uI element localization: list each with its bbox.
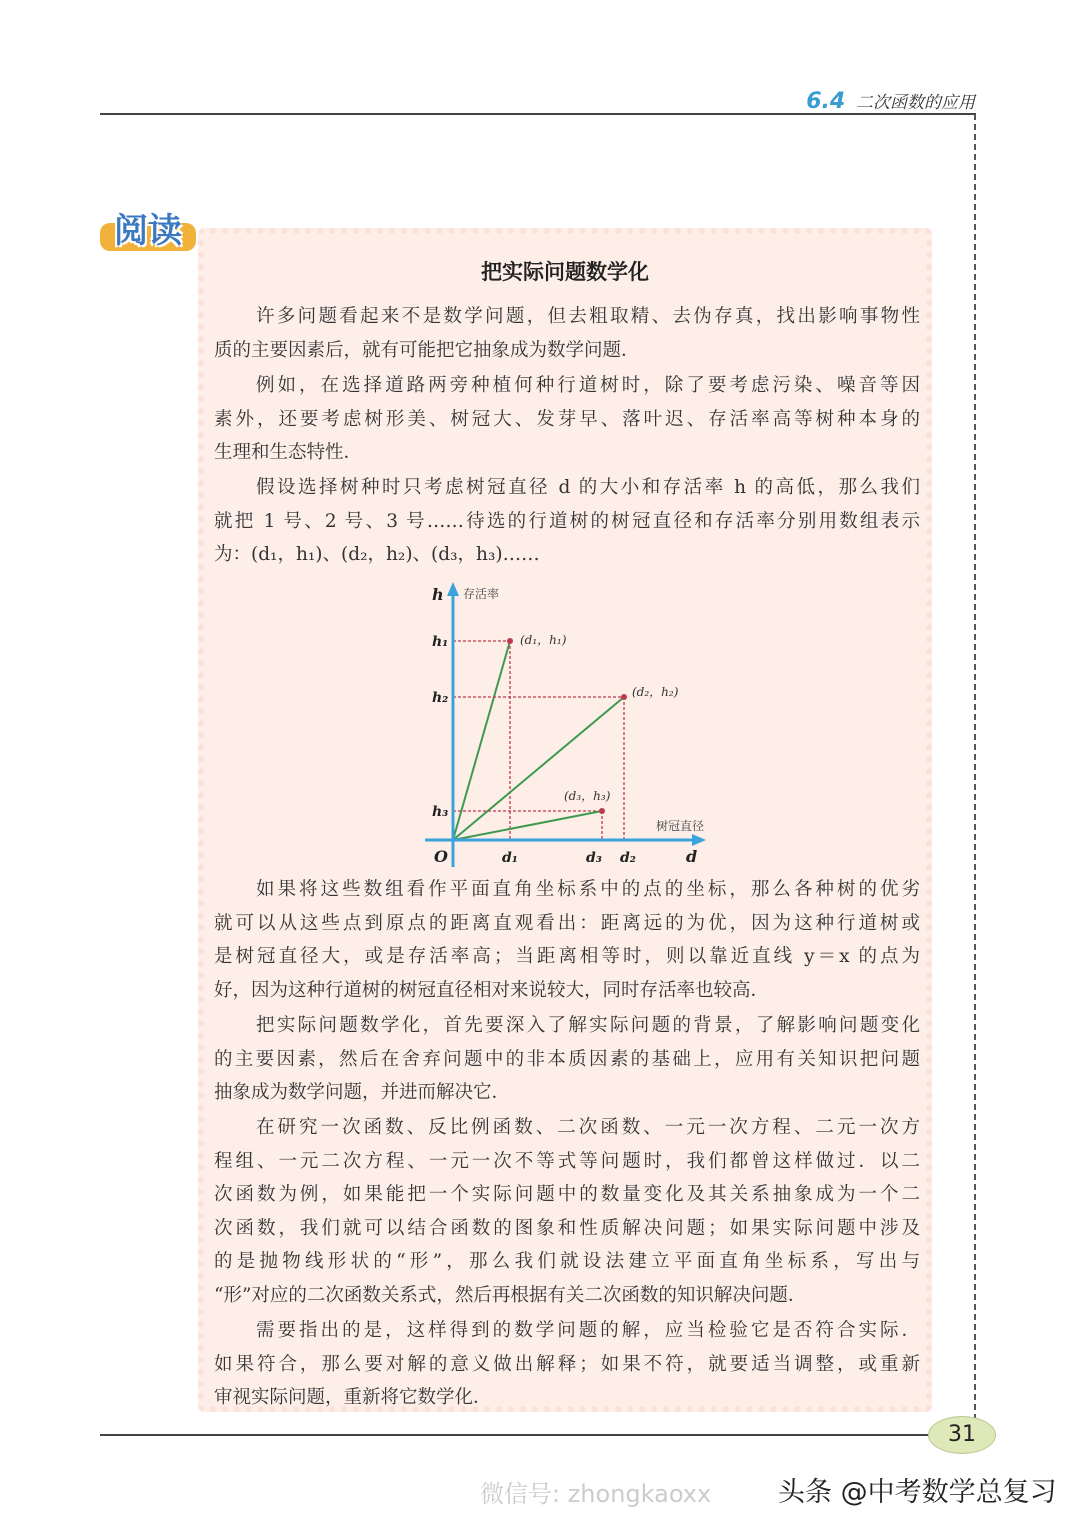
- text-line: 的主要因素，然后在舍弃问题中的非本质因素的基础上，应用有关知识把问题: [214, 1048, 920, 1070]
- paragraph: [214, 1111, 920, 1313]
- margin-dashed-line: [974, 114, 976, 1420]
- text-line: 需要指出的是，这样得到的数学问题的解，应当检验它是否符合实际．: [256, 1320, 920, 1341]
- text-line: 把实际问题数学化，首先要深入了解实际问题的背景，了解影响问题变化: [256, 1015, 920, 1036]
- section-number: 6.4: [806, 89, 846, 114]
- text-line: 次函数为例，如果能把一个实际问题中的数量变化及其关系抽象成为一个二: [214, 1184, 920, 1206]
- origin-label: O: [434, 847, 448, 866]
- text-line: 为：(d₁，h₁)、(d₂，h₂)、(d₃，h₃)……: [214, 544, 540, 566]
- text-line: 生理和生态特性．: [214, 442, 363, 464]
- data-point: [507, 638, 513, 644]
- paragraph: [214, 300, 920, 367]
- y-axis-label: 存活率: [463, 587, 500, 601]
- x-axis-arrow-icon: [692, 834, 706, 846]
- footer-rule: [100, 1434, 930, 1436]
- d-tick-label: d₃: [586, 850, 602, 866]
- text-line: 许多问题看起来不是数学问题，但去粗取精、去伪存真，找出影响事物性: [256, 306, 920, 327]
- text-line: 如果将这些数组看作平面直角坐标系中的点的坐标，那么各种树的优劣: [256, 879, 920, 900]
- text-line: 程组、一元二次方程、一元一次不等式等问题时，我们都曾这样做过．以二: [214, 1150, 920, 1172]
- y-axis-arrow-icon: [447, 582, 459, 596]
- y-axis-name: h: [432, 585, 444, 604]
- text-line: “形”对应的二次函数关系式，然后再根据有关二次函数的知识解决问题．: [214, 1284, 807, 1306]
- paragraph: [214, 1314, 920, 1415]
- section-title: 二次函数的应用: [856, 93, 975, 113]
- page-number: 31: [928, 1416, 996, 1454]
- d-tick-label: d₂: [620, 850, 636, 866]
- point-label: (d₂，h₂): [632, 685, 679, 699]
- x-axis-label: 树冠直径: [656, 819, 705, 833]
- d-tick-label: d₁: [502, 850, 518, 866]
- h-tick-label: h₁: [432, 634, 449, 650]
- segment-to-point: [453, 641, 510, 840]
- article-title: 把实际问题数学化: [481, 260, 649, 284]
- paragraph: [214, 1009, 920, 1110]
- text-line: 抽象成为数学问题，并进而解决它．: [214, 1082, 511, 1104]
- point-label: (d₃，h₃): [564, 789, 611, 803]
- section-header: [806, 88, 975, 114]
- text-line: 的是抛物线形状的“形”，那么我们就设法建立平面直角坐标系，写出与: [214, 1251, 920, 1273]
- h-tick-label: h₃: [432, 804, 449, 820]
- paragraph: [214, 369, 920, 470]
- text-line: 审视实际问题，重新将它数学化．: [214, 1387, 492, 1409]
- text-line: 次函数，我们就可以结合函数的图象和性质解决问题；如果实际问题中涉及: [214, 1217, 920, 1239]
- text-line: 例如，在选择道路两旁种植何种行道树时，除了要考虑污染、噪音等因: [256, 375, 920, 396]
- data-point: [621, 694, 627, 700]
- reading-badge: [100, 203, 196, 255]
- text-line: 是树冠直径大，或是存活率高；当距离相等时，则以靠近直线 y＝x 的点为: [214, 946, 920, 968]
- text-line: 如果符合，那么要对解的意义做出解释；如果不符，就要适当调整，或重新: [214, 1353, 920, 1375]
- x-axis-name: d: [686, 847, 698, 866]
- text-line: 在研究一次函数、反比例函数、二次函数、一元一次方程、二元一次方: [256, 1117, 920, 1138]
- coordinate-figure: [420, 580, 720, 870]
- paragraph: [214, 873, 920, 1007]
- watermark: 头条 @中考数学总复习: [778, 1477, 1057, 1508]
- paragraph: [214, 471, 920, 572]
- watermark-faint: 微信号: zhongkaoxx: [480, 1480, 712, 1508]
- text-line: 就把 1 号、2 号、3 号……待选的行道树的树冠直径和存活率分别用数组表示: [214, 510, 920, 532]
- point-label: (d₁，h₁): [520, 633, 567, 647]
- segment-to-point: [453, 811, 602, 840]
- text-line: 质的主要因素后，就有可能把它抽象成为数学问题．: [214, 339, 640, 361]
- text-line: 好，因为这种行道树的树冠直径相对来说较大，同时存活率也较高．: [214, 979, 770, 1001]
- text-line: 就可以从这些点到原点的距离直观看出：距离远的为优，因为这种行道树或: [214, 912, 920, 934]
- segment-to-point: [453, 697, 624, 840]
- text-line: 素外，还要考虑树形美、树冠大、发芽早、落叶迟、存活率高等树种本身的: [214, 408, 920, 430]
- reading-label: 阅读: [114, 211, 182, 251]
- h-tick-label: h₂: [432, 690, 449, 706]
- data-point: [599, 808, 605, 814]
- text-line: 假设选择树种时只考虑树冠直径 d 的大小和存活率 h 的高低，那么我们: [256, 477, 920, 498]
